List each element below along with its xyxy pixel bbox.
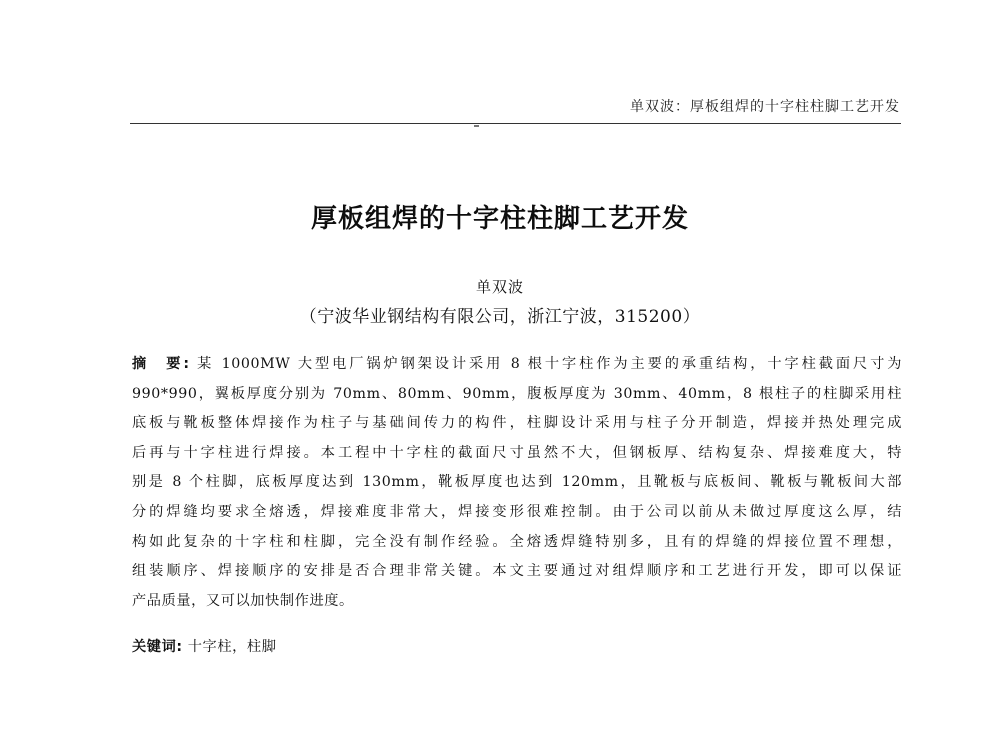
author-name: 单双波 [475,278,524,296]
running-header: 单双波：厚板组焊的十字柱柱脚工艺开发 [630,99,900,115]
keywords-value: 十字柱，柱脚 [182,639,277,655]
header-rule [130,123,901,124]
abstract-line: 别是 8 个柱脚，底板厚度达到 130mm，靴板厚度也达到 120mm，且靴板与底板间、靴板与靴板间大部 [132,474,902,491]
paper-title: 厚板组焊的十字柱柱脚工艺开发 [310,204,689,234]
abstract-line: 产品质量，又可以加快制作进度。 [132,592,354,609]
abstract-line [132,350,902,380]
author-affiliation: （宁波华业钢结构有限公司，浙江宁波，315200） [299,307,701,327]
abstract-line: 990*990，翼板厚度分别为 70mm、80mm、90mm，腹板厚度为 30mm、40mm，8 根柱子的柱脚采用柱 [132,385,902,402]
abstract-line: 组装顺序、焊接顺序的安排是否合理非常关键。本文主要通过对组焊顺序和工艺进行开发，即可以保证 [132,563,902,580]
abstract-label: 摘 要: [132,356,190,372]
abstract-line: 后再与十字柱进行焊接。本工程中十字柱的截面尺寸虽然不大，但钢板厚、结构复杂、焊接难度大，特 [132,444,902,461]
abstract-text: 某 1000MW 大型电厂锅炉钢架设计采用 8 根十字柱作为主要的承重结构，十字柱截面尺寸为 [189,356,902,372]
abstract-line: 构如此复杂的十字柱和柱脚，完全没有制作经验。全熔透焊缝特别多，且有的焊缝的焊接位置不理想， [132,533,902,550]
scan-artifact-mark [474,125,479,127]
keywords-block [132,636,276,656]
abstract-line: 底板与靴板整体焊接作为柱子与基础间传力的构件，柱脚设计采用与柱子分开制造，焊接并热处理完成 [132,415,902,432]
abstract-line: 分的焊缝均要求全熔透，焊接难度非常大，焊接变形很难控制。由于公司以前从未做过厚度这么厚，结 [132,503,902,520]
abstract-block [132,350,902,616]
keywords-label: 关键词: [132,639,183,655]
